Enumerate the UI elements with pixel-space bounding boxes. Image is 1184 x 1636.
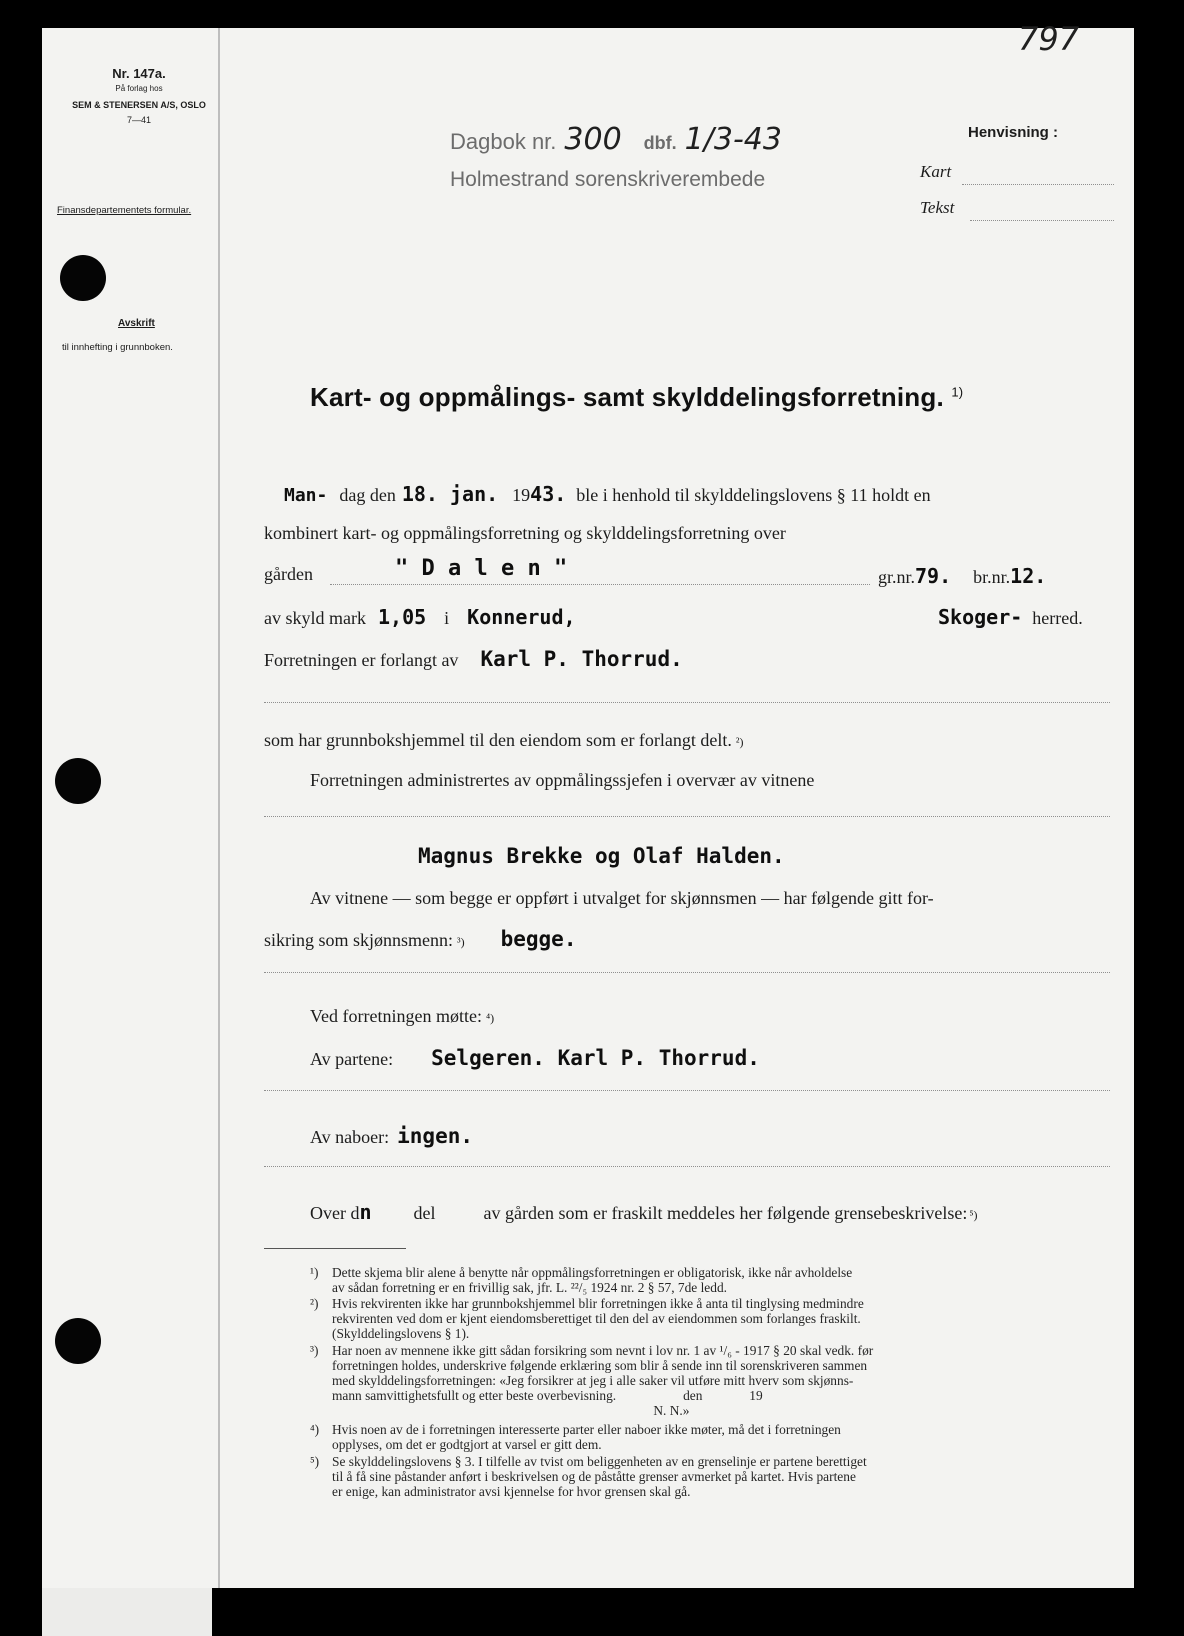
line-motte [310,1006,494,1027]
line-naboer [310,1124,473,1148]
line-sikring [264,927,576,951]
district-group [938,605,1083,629]
partene-label: Av partene: [310,1049,394,1069]
line-hjemmel [264,730,744,751]
footnote-5-line-1: Se skylddelingslovens § 3. I tilfelle av tvist om beliggenheten av en grenselinje er partene berettiget [332,1454,867,1469]
punch-hole [55,758,101,804]
margin-rule [218,28,220,1588]
sikring-note: ³) [457,935,465,949]
footnote-5-number: ⁵) [310,1454,320,1469]
grnr-group [878,564,1046,588]
footnote-2-line-1: Hvis rekvirenten ikke har grunnbokshjemmel blir forretningen ikke å anta til tinglysing medmindre [332,1296,864,1311]
footnote-3-line-2: forretningen holdes, underskrive følgende erklæring som blir å sende inn til sorenskriveren sammen [332,1358,868,1373]
date-text-a: dag den [339,485,396,505]
requested-by: Karl P. Thorrud. [480,647,683,671]
line-date [284,482,931,506]
grense-b: n [359,1200,372,1224]
footnote-2 [310,1296,864,1341]
year-prefix: 19 [512,485,531,505]
grense-c: del [413,1203,436,1223]
stamp-date: 1/3-43 [684,122,782,157]
dagbok-stamp [450,122,782,157]
line-administrert: Forretningen administrertes av oppmålingssjefen i overvær av vitnene [310,770,815,790]
date-text-c: ble i henhold til skylddelingslovens § 11 holdt en [576,485,931,505]
date-label: dbf. [643,133,677,153]
dagbok-label: Dagbok nr. [450,129,557,154]
publisher-line: På forlag hos [115,84,163,93]
blank-rule [264,816,1110,817]
date-code: 7—41 [126,115,152,125]
footnote-1 [310,1265,852,1295]
naboer-value: ingen. [397,1124,473,1148]
blank-rule [264,702,1110,703]
reference-kart: Kart [920,162,952,181]
blank-rule [264,1166,1110,1167]
line-requested [264,647,683,671]
place-name: Konnerud, [467,605,576,629]
line-vitnene: Av vitnene — som begge er oppført i utvalget for skjønnsmen — har følgende gitt for- [310,888,934,908]
footnote-1-line-1: Dette skjema blir alene å benytte når oppmålingsforretningen er obligatorisk, ikke når avholdelse [332,1265,853,1280]
farm-rule [330,584,870,585]
footnote-5 [310,1454,867,1499]
skyld-value: 1,05 [377,605,427,629]
grense-note: ⁵) [969,1208,978,1222]
office-stamp: Holmestrand sorenskriverembede [450,168,766,191]
heading-note: 1) [951,384,964,400]
footnote-3-line-3: med skylddelingsforretningen: «Jeg forsikrer at jeg i alle saker vil utføre mitt hverv som skjønns- [332,1373,854,1388]
footnote-2-line-2: rekvirenten ved dom er kjent eiendomsberettiget til den del av eiendommen som forlanges fraskilt. [332,1311,861,1326]
punch-hole [60,255,106,301]
skyld-label: av skyld mark [264,608,366,628]
reference-kart-rule [962,184,1114,185]
copy-note-title: Avskrift [118,318,155,329]
footnote-3-line-4: mann samvittighetsfullt og etter beste overbevisning. den 19 [332,1388,763,1403]
year-value: 43. [530,482,567,506]
sikring-text: sikring som skjønnsmenn: [264,930,454,950]
weekday-prefix: Man- [284,485,328,506]
footnote-3 [310,1343,873,1418]
publisher-name: SEM & STENERSEN A/S, OSLO [72,100,206,110]
date-value: 18. jan. [401,482,499,506]
brnr-value: 12. [1010,564,1047,588]
form-number: Nr. 147a. [112,66,166,81]
dagbok-number: 300 [564,122,622,157]
brnr-label: br.nr. [973,567,1011,587]
footnote-3-line-1: Har noen av mennene ikke gitt sådan forsikring som nevnt i lov nr. 1 av ¹/₆ - 1917 § 20 skal vedk. før [332,1343,874,1358]
footnote-2-line-3: (Skylddelingslovens § 1). [332,1326,470,1341]
footnote-separator [264,1248,406,1249]
footnote-1-number: ¹) [310,1265,319,1280]
line-grense [310,1200,978,1224]
footnote-5-line-3: er enige, kan administrator avsi kjennelse for hvor grensen skal gå. [332,1484,691,1499]
footnote-3-line-5: N. N.» [332,1403,690,1418]
hjemmel-text: som har grunnbokshjemmel til den eiendom som er forlangt delt. [264,730,732,750]
motte-note: ⁴) [485,1011,495,1025]
page-number: 797 [1018,20,1080,58]
grense-a: Over d [310,1203,360,1223]
blank-rule [264,1090,1110,1091]
grnr-label: gr.nr. [878,567,916,587]
reference-tekst: Tekst [920,198,955,217]
footnote-4-line-2: opplyses, om det er godtgjort at varsel er gitt dem. [332,1437,602,1452]
reference-title: Henvisning : [968,124,1059,141]
form-heading [310,382,963,413]
naboer-label: Av naboer: [310,1127,390,1147]
witness-names: Magnus Brekke og Olaf Halden. [418,844,785,868]
footnote-4-line-1: Hvis noen av de i forretningen interesserte parter eller naboer ikke møter, må det i forretningen [332,1422,841,1437]
form-origin: Finansdepartementets formular. [57,205,192,216]
line-kombinert: kombinert kart- og oppmålingsforretning og skylddelingsforretning over [264,523,786,543]
sikring-value: begge. [500,927,577,951]
requested-label: Forretningen er forlangt av [264,650,459,670]
copy-note-subtitle: til innhefting i grunnboken. [62,342,173,353]
footnote-2-number: ²) [310,1296,319,1311]
partene-value: Selgeren. Karl P. Thorrud. [431,1046,760,1070]
blank-rule [264,972,1110,973]
motte-text: Ved forretningen møtte: [310,1006,482,1026]
farm-label: gården [264,564,313,584]
district-name: Skoger- [938,605,1023,629]
page-bottom-strip [42,1588,212,1636]
punch-hole [55,1318,101,1364]
farm-name: " D a l e n " [395,556,568,581]
footnote-3-number: ³) [310,1343,319,1358]
footnote-5-line-2: til å få sine påstander anført i beskrivelsen og de påståtte grenser avmerket på kartet. Hvis partene [332,1469,856,1484]
reference-tekst-rule [970,220,1114,221]
heading-text: Kart- og oppmålings- samt skylddelingsforretning. [310,382,944,412]
footnote-4-number: ⁴) [310,1422,320,1437]
district-suffix: herred. [1032,608,1083,628]
grnr-value: 79. [915,564,952,588]
footnote-4 [310,1422,841,1452]
hjemmel-note: ²) [735,735,744,749]
grense-d: av gården som er fraskilt meddeles her følgende grensebeskrivelse: [483,1203,968,1223]
skyld-sep: i [444,608,450,628]
line-partene [310,1046,760,1070]
line-skyld [264,605,576,629]
footnote-1-line-2: av sådan forretning er en frivillig sak, jfr. L. ²²/₅ 1924 nr. 2 § 57, 7de ledd. [332,1280,727,1295]
